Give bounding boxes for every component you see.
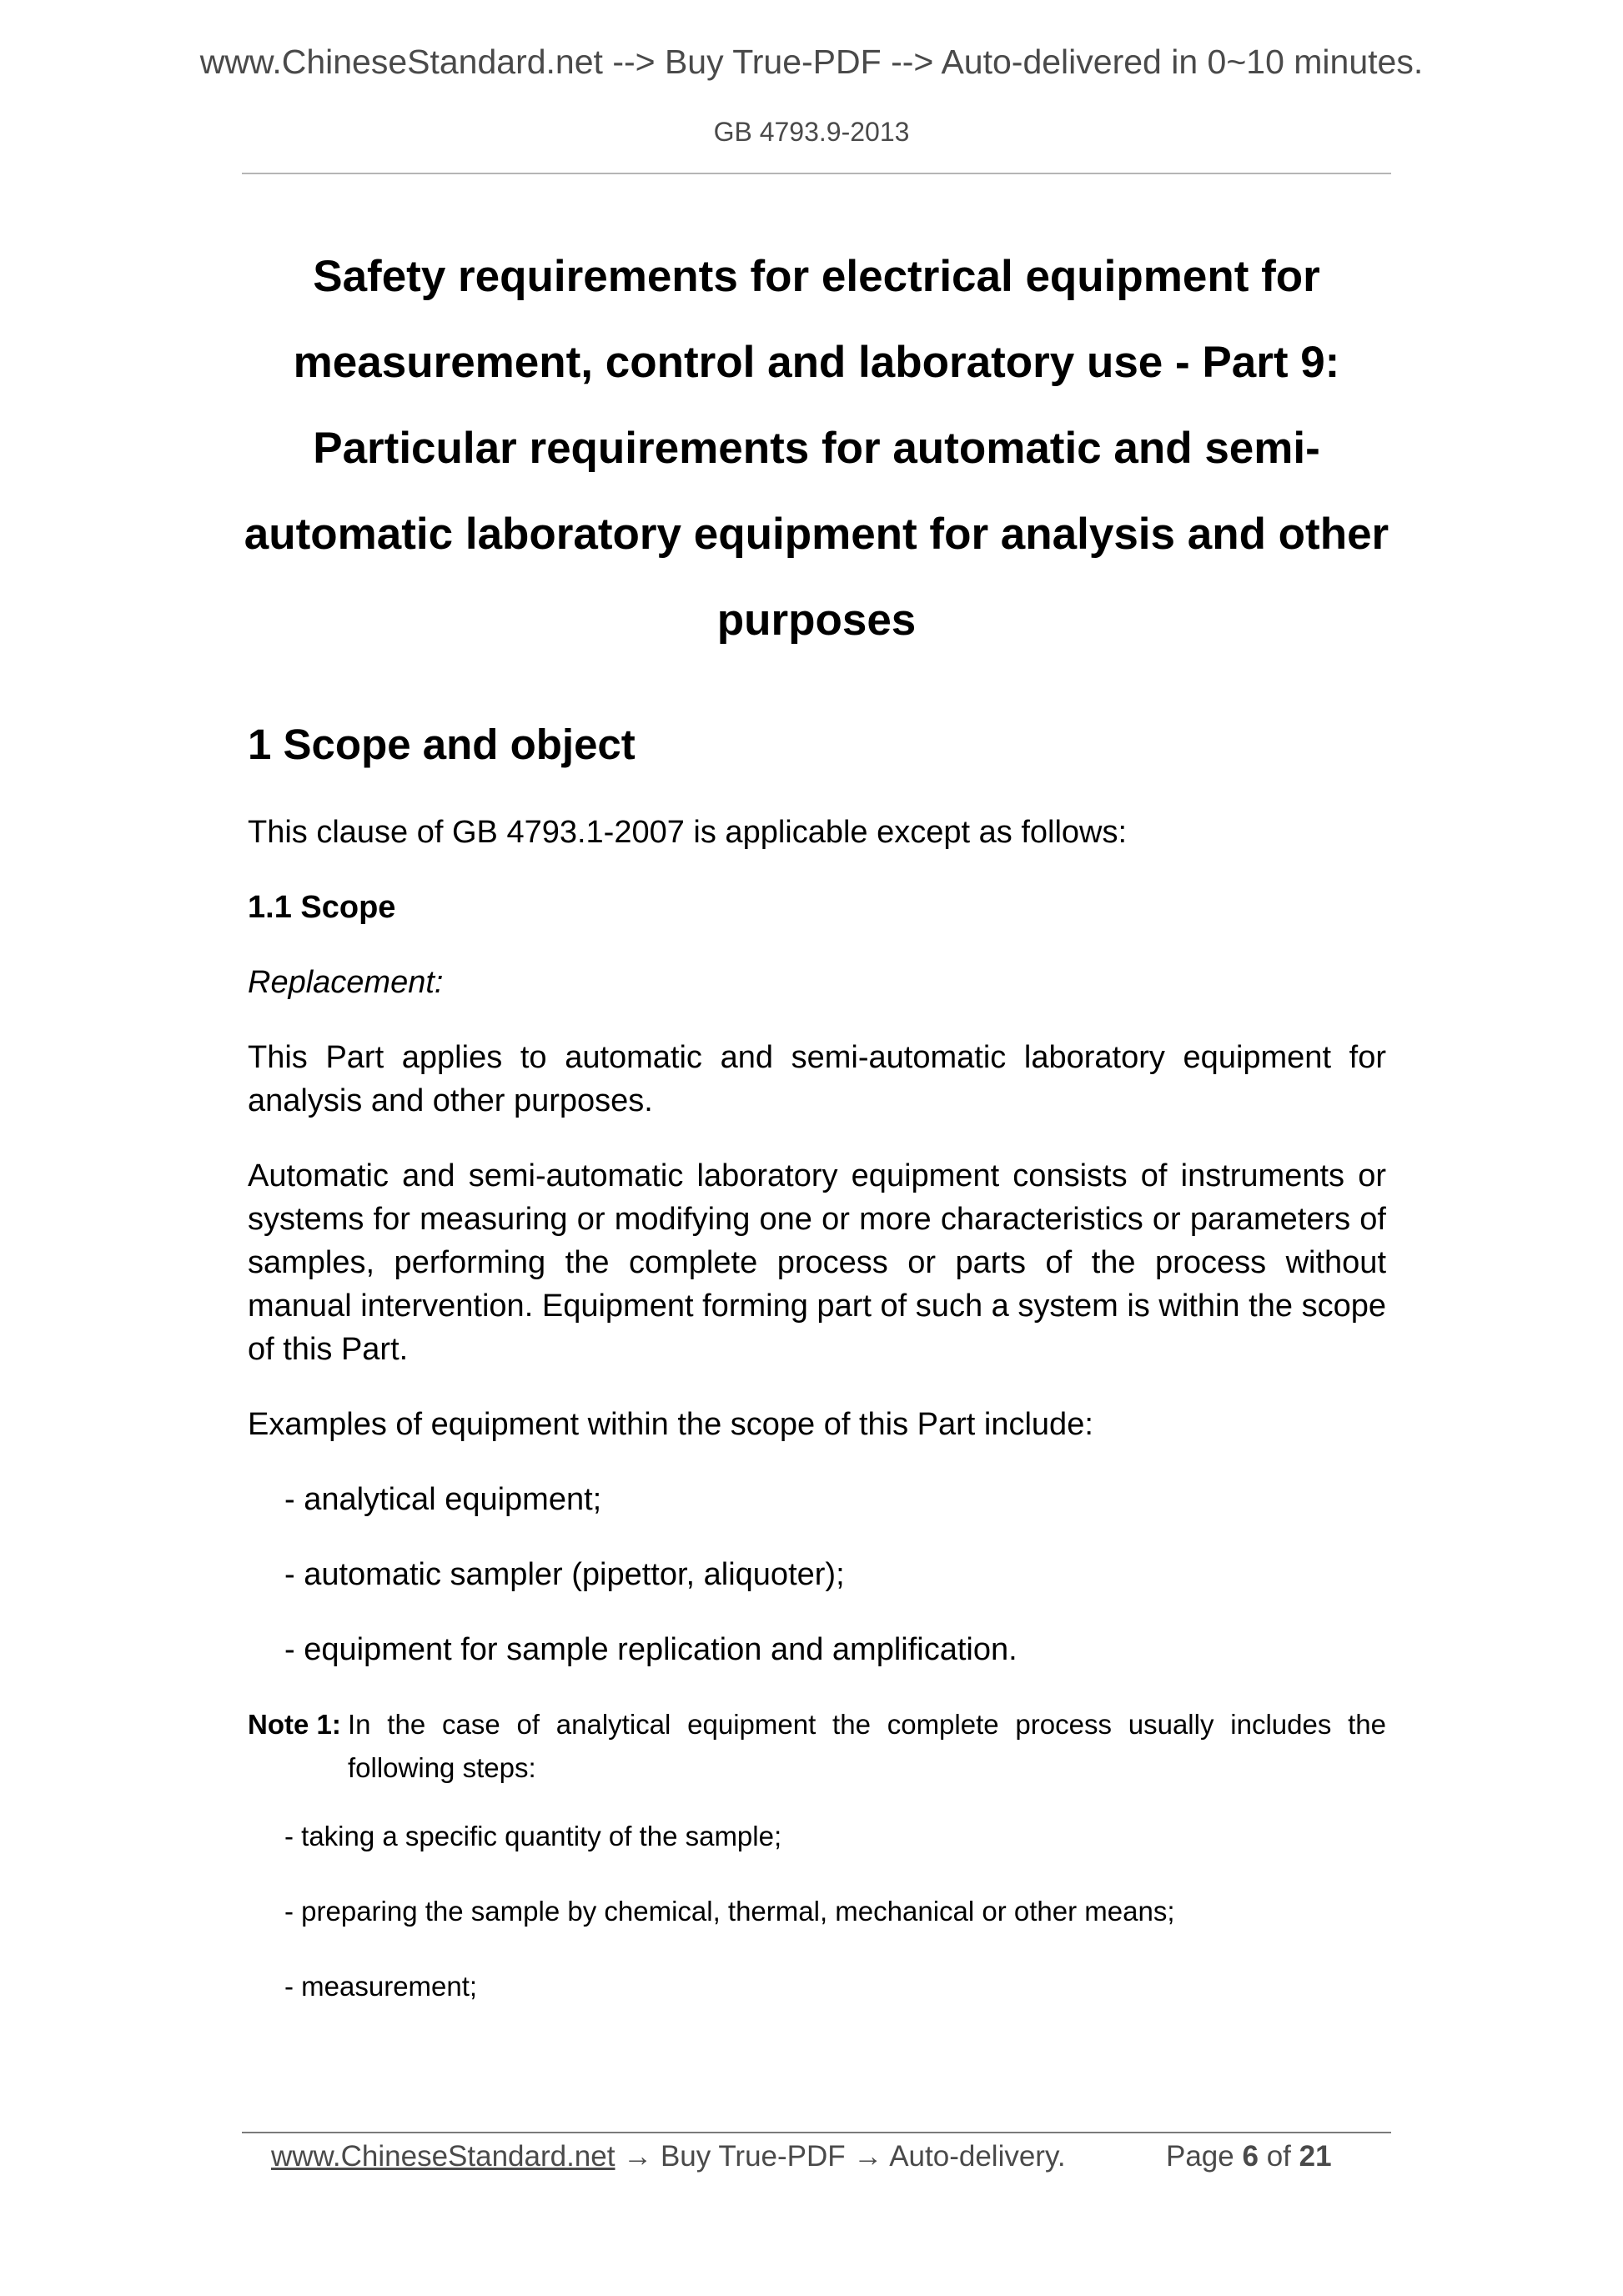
standard-code: GB 4793.9-2013: [713, 117, 910, 147]
title-line: Particular requirements for automatic and semi-: [313, 424, 1320, 473]
example-item: - automatic sampler (pipettor, aliquoter);: [284, 1557, 845, 1593]
title-line: Safety requirements for electrical equipment for: [313, 252, 1320, 301]
page-indicator: [1166, 2140, 1332, 2173]
footer-buy-text: Buy True-PDF: [660, 2140, 846, 2173]
footer-site-link[interactable]: www.ChineseStandard.net: [271, 2140, 616, 2173]
page-number: 6: [1242, 2140, 1259, 2173]
example-item: - equipment for sample replication and amplification.: [284, 1632, 1018, 1668]
header-divider: [242, 173, 1391, 174]
footer-divider: [242, 2132, 1391, 2133]
note-text: In the case of analytical equipment the complete process usually includes the following steps:: [348, 1709, 1386, 1784]
note-step: - preparing the sample by chemical, thermal, mechanical or other means;: [284, 1896, 1175, 1927]
of-label: of: [1266, 2140, 1291, 2173]
arrow-right-icon: →: [853, 2140, 883, 2173]
note-step: - measurement;: [284, 1971, 478, 2002]
title-line: measurement, control and laboratory use - Part 9:: [293, 338, 1340, 387]
arrow-right-icon: →: [623, 2140, 653, 2173]
page-label: Page: [1166, 2140, 1234, 2173]
paragraph: Automatic and semi-automatic laboratory equipment consists of instruments or systems for measuring or modifying one or more characteristics or parameters of samples, performing the complete process or parts of the process without manual intervention. Equipment forming part of such a system is within the scope of this Part.: [248, 1158, 1386, 1368]
top-banner: www.ChineseStandard.net --> Buy True-PDF --> Auto-delivered in 0~10 minutes.: [199, 43, 1424, 81]
note-step: - taking a specific quantity of the sample;: [284, 1821, 782, 1852]
document-title: [242, 234, 1391, 663]
subsection-heading: 1.1 Scope: [248, 890, 396, 926]
page-footer: [271, 2140, 1355, 2173]
paragraph: This Part applies to automatic and semi-automatic laboratory equipment for analysis and other purposes.: [248, 1040, 1386, 1119]
section-heading: 1 Scope and object: [248, 721, 636, 768]
title-line: automatic laboratory equipment for analysis and other: [244, 510, 1389, 559]
footer-delivery-text: Auto-delivery.: [889, 2140, 1066, 2173]
paragraph: Examples of equipment within the scope of this Part include:: [248, 1407, 1093, 1443]
title-line: purposes: [716, 595, 917, 645]
total-pages: 21: [1299, 2140, 1332, 2173]
note-label: Note 1:: [248, 1709, 341, 1741]
example-item: - analytical equipment;: [284, 1482, 602, 1518]
note: [248, 1703, 1386, 1790]
replacement-label: Replacement:: [248, 965, 444, 1001]
document-body: [248, 717, 1386, 2040]
section-intro: This clause of GB 4793.1-2007 is applicable except as follows:: [248, 815, 1128, 851]
